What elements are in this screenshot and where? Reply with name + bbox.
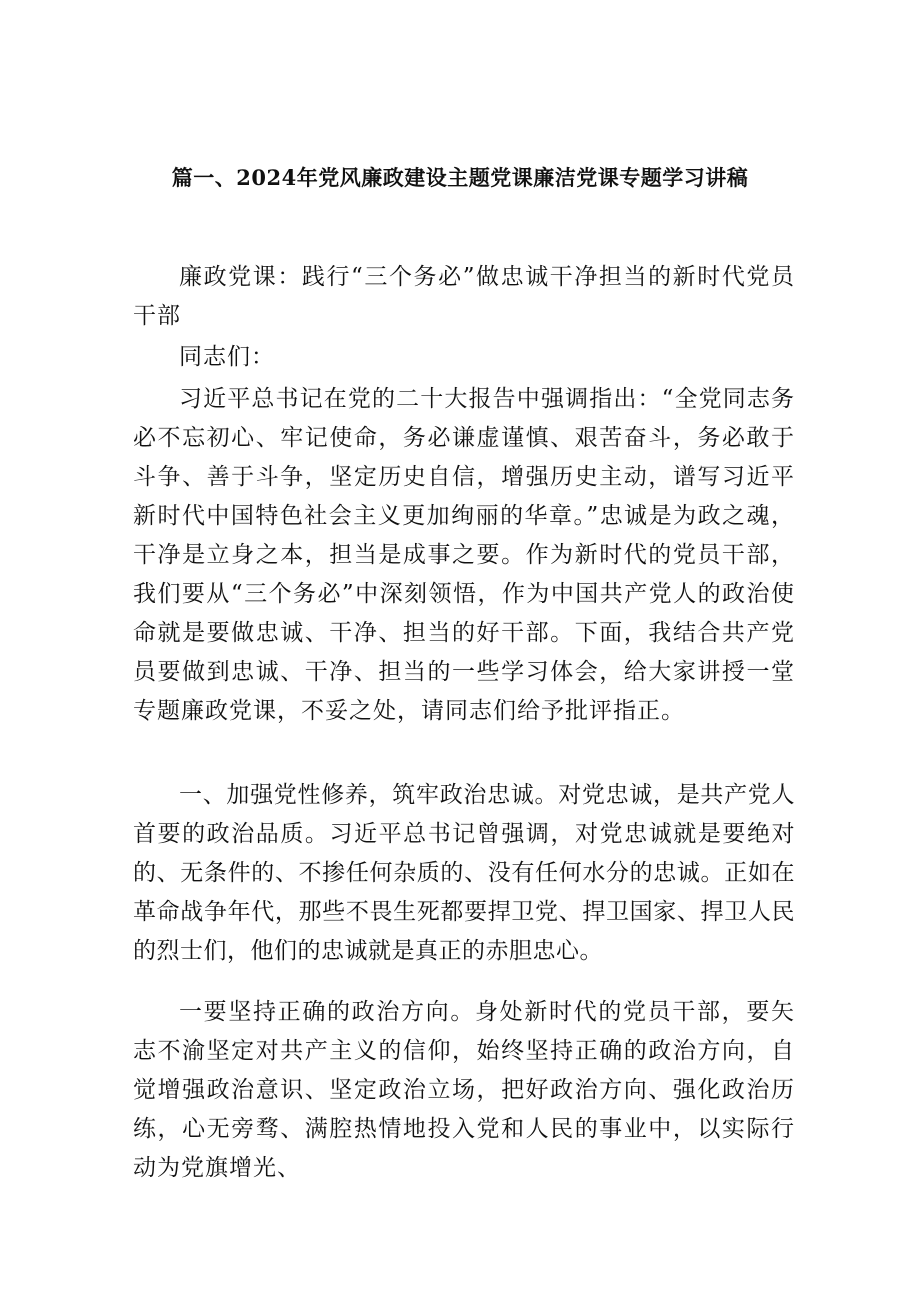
lecture-subtitle: 廉政党课：践行“三个务必”做忠诚干净担当的新时代党员干部 xyxy=(133,264,795,329)
point-one-paragraph: 一要坚持正确的政治方向。身处新时代的党员干部，要矢志不渝坚定对共产主义的信仰，始终坚持正确的政治方向，自觉增强政治意识、坚定政治立场，把好政治方向、强化政治历练，心无旁骛、满腔热情地投入党和人民的事业中，以实际行动为党旗增光、 xyxy=(133,999,795,1181)
document-title: 篇一、2024年党风廉政建设主题党课廉洁党课专题学习讲稿 xyxy=(171,165,749,190)
intro-paragraph: 习近平总书记在党的二十大报告中强调指出：“全党同志务必不忘初心、牢记使命，务必谦虚谨慎、艰苦奋斗，务必敢于斗争、善于斗争，坚定历史自信，增强历史主动，谱写习近平新时代中国特色社会主义更加绚丽的华章。”忠诚是为政之魂，干净是立身之本，担当是成事之要。作为新时代的党员干部，我们要从“三个务必”中深刻领悟，作为中国共产党人的政治使命就是要做忠诚、干净、担当的好干部。下面，我结合共产党员要做到忠诚、干净、担当的一些学习体会，给大家讲授一堂专题廉政党课，不妥之处，请同志们给予批评指正。 xyxy=(133,386,795,724)
greeting-paragraph: 同志们： xyxy=(179,344,275,370)
section-one-heading-paragraph: 一、加强党性修养，筑牢政治忠诚。对党忠诚，是共产党人首要的政治品质。习近平总书记曾强调，对党忠诚就是要绝对的、无条件的、不掺任何杂质的、没有任何水分的忠诚。正如在革命战争年代，那些不畏生死都要捍卫党、捍卫国家、捍卫人民的烈士们，他们的忠诚就是真正的赤胆忠心。 xyxy=(133,782,795,964)
